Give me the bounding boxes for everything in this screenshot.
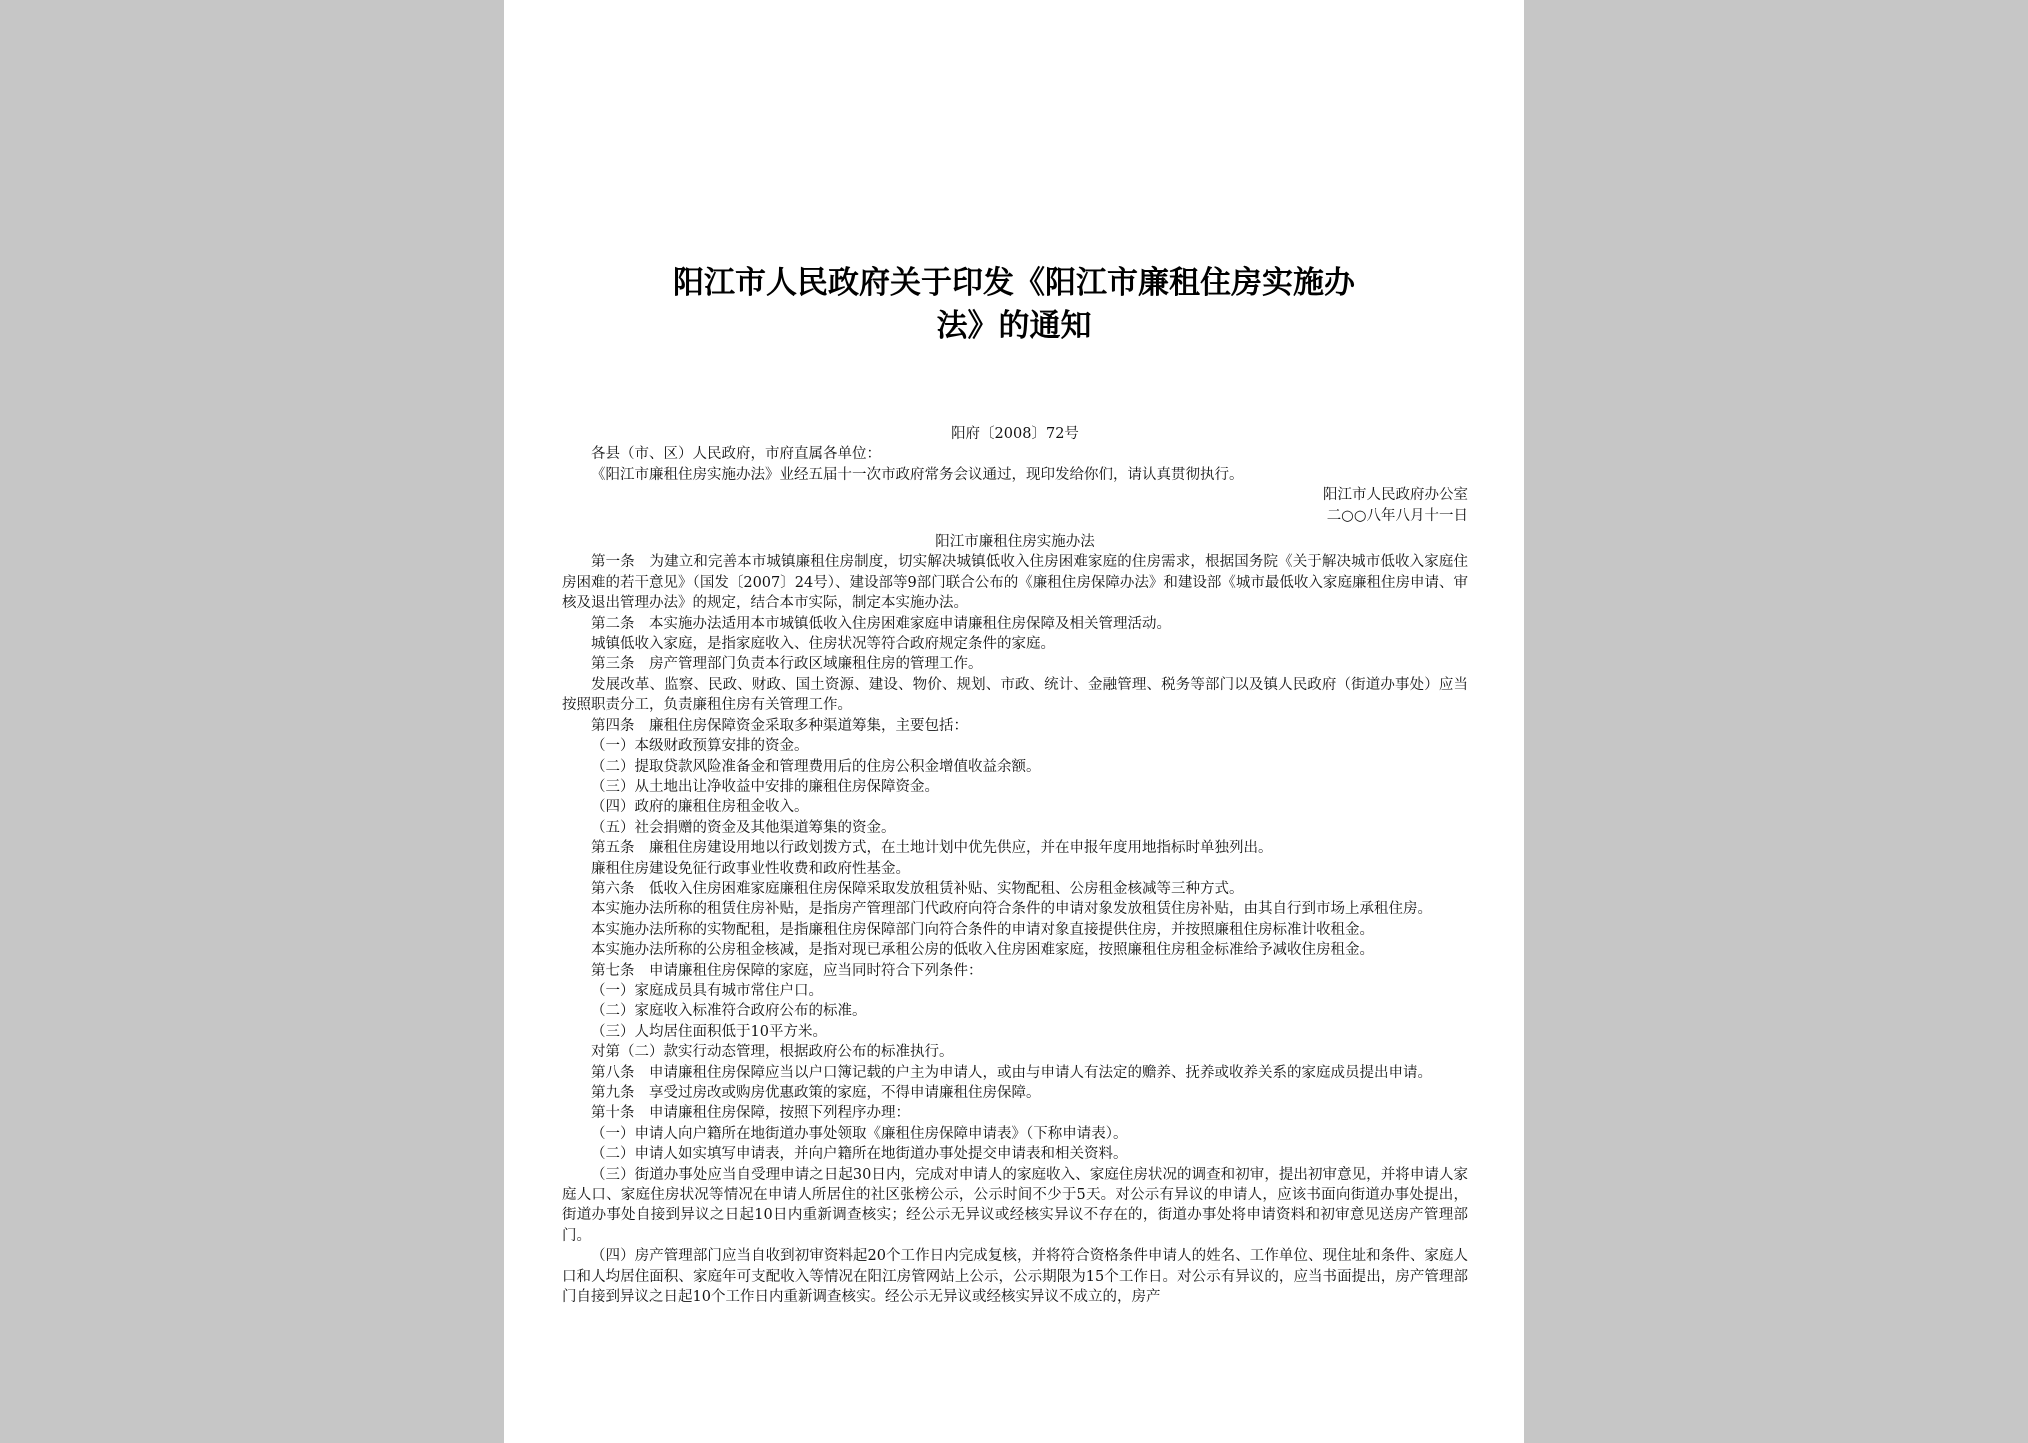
title-line-1: 阳江市人民政府关于印发《阳江市廉租住房实施办 (673, 265, 1355, 301)
document-body (562, 424, 1468, 1307)
paragraph: （一）本级财政预算安排的资金。 (591, 738, 809, 755)
issuer: 阳江市人民政府办公室 (1323, 487, 1468, 504)
paragraph: （三）人均居住面积低于10平方米。 (591, 1023, 827, 1040)
paragraph: 第一条 为建立和完善本市城镇廉租住房制度，切实解决城镇低收入住房困难家庭的住房需求，根据国务院《关于解决城市低收入家庭住房困难的若干意见》（国发〔2007〕24号）、建设部等9部门联合公布的《廉租住房保障办法》和建设部《城市最低收入家庭廉租住房申请、审核及退出管理办法》的规定，结合本市实际，制定本实施办法。 (562, 554, 1468, 612)
paragraph: 第十条 申请廉租住房保障，按照下列程序办理： (591, 1105, 910, 1122)
intro-paragraph: 《阳江市廉租住房实施办法》业经五届十一次市政府常务会议通过，现印发给你们，请认真贯彻执行。 (591, 466, 1244, 483)
paragraph: 第九条 享受过房改或购房优惠政策的家庭，不得申请廉租住房保障。 (591, 1085, 1041, 1101)
paragraph: （二）家庭收入标准符合政府公布的标准。 (591, 1003, 867, 1020)
paragraph: （四）政府的廉租住房租金收入。 (591, 799, 809, 816)
paragraph-list (562, 552, 1468, 1307)
paragraph: （一）申请人向户籍所在地街道办事处领取《廉租住房保障申请表》（下称申请表）。 (591, 1125, 1128, 1142)
paragraph: 本实施办法所称的实物配租，是指廉租住房保障部门向符合条件的申请对象直接提供住房，并按照廉租住房标准计收租金。 (591, 921, 1374, 938)
paragraph: 第二条 本实施办法适用本市城镇低收入住房困难家庭申请廉租住房保障及相关管理活动。 (591, 615, 1171, 632)
paragraph: （二）提取贷款风险准备金和管理费用后的住房公积金增值收益余额。 (591, 758, 1041, 775)
paragraph: （五）社会捐赠的资金及其他渠道筹集的资金。 (591, 819, 896, 836)
issue-date: 二○○八年八月十一日 (1326, 507, 1468, 524)
paragraph: 第三条 房产管理部门负责本行政区域廉租住房的管理工作。 (591, 656, 983, 673)
paragraph: 廉租住房建设免征行政事业性收费和政府性基金。 (591, 860, 910, 877)
document-page (504, 0, 1524, 1443)
paragraph: （三）街道办事处应当自受理申请之日起30日内，完成对申请人的家庭收入、家庭住房状况的调查和初审，提出初审意见，并将申请人家庭人口、家庭住房状况等情况在申请人所居住的社区张榜公示，公示时间不少于5天。对公示有异议的申请人，应该书面向街道办事处提出，街道办事处自接到异议之日起10日内重新调查核实；经公示无异议或经核实异议不存在的，街道办事处将申请资料和初审意见送房产管理部门。 (562, 1166, 1468, 1244)
regulation-title: 阳江市廉租住房实施办法 (935, 534, 1095, 551)
paragraph: 发展改革、监察、民政、财政、国土资源、建设、物价、规划、市政、统计、金融管理、税务等部门以及镇人民政府（街道办事处）应当按照职责分工，负责廉租住房有关管理工作。 (562, 676, 1468, 714)
paragraph: 本实施办法所称的租赁住房补贴，是指房产管理部门代政府向符合条件的申请对象发放租赁住房补贴，由其自行到市场上承租住房。 (591, 901, 1432, 918)
document-title (504, 262, 1524, 348)
paragraph: 第八条 申请廉租住房保障应当以户口簿记载的户主为申请人，或由与申请人有法定的赡养、抚养或收养关系的家庭成员提出申请。 (591, 1064, 1432, 1081)
paragraph: （三）从土地出让净收益中安排的廉租住房保障资金。 (591, 778, 939, 795)
paragraph: 第四条 廉租住房保障资金采取多种渠道筹集，主要包括： (591, 717, 968, 734)
title-line-2: 法》的通知 (936, 308, 1092, 344)
paragraph: 第七条 申请廉租住房保障的家庭，应当同时符合下列条件： (591, 962, 983, 979)
paragraph: 对第（二）款实行动态管理，根据政府公布的标准执行。 (591, 1044, 954, 1061)
paragraph: 第五条 廉租住房建设用地以行政划拨方式，在土地计划中优先供应，并在申报年度用地指标时单独列出。 (591, 840, 1273, 857)
paragraph: （一）家庭成员具有城市常住户口。 (591, 982, 823, 999)
paragraph: （二）申请人如实填写申请表，并向户籍所在地街道办事处提交申请表和相关资料。 (591, 1146, 1128, 1163)
addressee: 各县（市、区）人民政府，市府直属各单位： (591, 446, 881, 463)
paragraph: 第六条 低收入住房困难家庭廉租住房保障采取发放租赁补贴、实物配租、公房租金核减等三种方式。 (591, 880, 1244, 897)
paragraph: 城镇低收入家庭，是指家庭收入、住房状况等符合政府规定条件的家庭。 (591, 636, 1055, 653)
paragraph: 本实施办法所称的公房租金核减，是指对现已承租公房的低收入住房困难家庭，按照廉租住房租金标准给予减收住房租金。 (591, 942, 1374, 959)
document-number: 阳府〔2008〕72号 (951, 426, 1079, 442)
paragraph: （四）房产管理部门应当自收到初审资料起20个工作日内完成复核，并将符合资格条件申请人的姓名、工作单位、现住址和条件、家庭人口和人均居住面积、家庭年可支配收入等情况在阳江房管网站上公示，公示期限为15个工作日。对公示有异议的，应当书面提出，房产管理部门自接到异议之日起10个工作日内重新调查核实。经公示无异议或经核实异议不成立的，房产 (562, 1248, 1468, 1306)
